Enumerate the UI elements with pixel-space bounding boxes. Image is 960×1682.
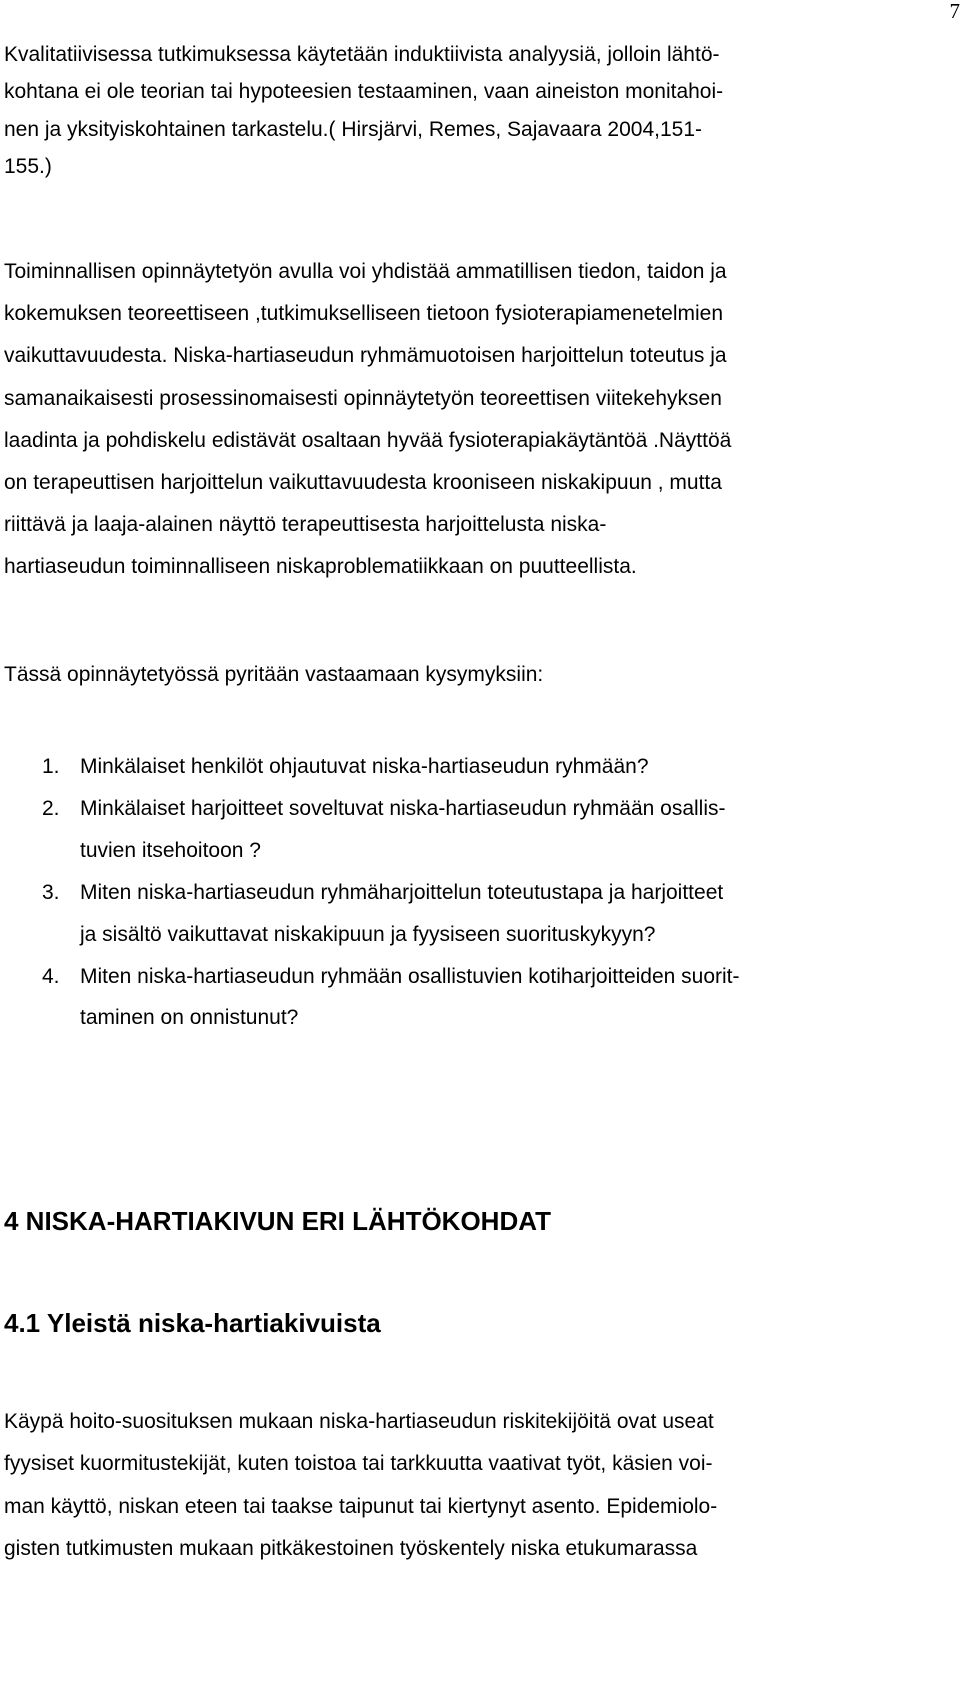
list-item (4, 872, 940, 956)
text-line: kohtana ei ole teorian tai hypoteesien testaaminen, vaan aineiston monitahoi- (4, 80, 724, 104)
text-line: 155.) (4, 154, 52, 178)
question-line: Minkälaiset henkilöt ohjautuvat niska-hartiaseudun ryhmään? (80, 755, 649, 778)
text-line: Kvalitatiivisessa tutkimuksessa käytetään induktiivista analyysiä, jolloin lähtö- (4, 43, 720, 66)
question-line: ja sisältö vaikuttavat niskakipuun ja fyysiseen suorituskykyyn? (80, 922, 656, 946)
list-item (4, 746, 940, 788)
text-line: on terapeuttisen harjoittelun vaikuttavuudesta krooniseen niskakipuun , mutta (4, 471, 722, 495)
list-item (4, 788, 940, 872)
list-number: 3. (42, 880, 60, 904)
question-line: Miten niska-hartiaseudun ryhmäharjoittelun toteutustapa ja harjoitteet (80, 880, 724, 904)
section-heading: 4.1 Yleistä niska-hartiakivuista (4, 1308, 381, 1338)
text-line: Toiminnallisen opinnäytetyön avulla voi yhdistää ammatillisen tiedon, taidon ja (4, 260, 727, 283)
list-number: 1. (42, 755, 60, 778)
text-line: Käypä hoito-suosituksen mukaan niska-hartiaseudun riskitekijöitä ovat useat (4, 1410, 714, 1433)
text-line: nen ja yksityiskohtainen tarkastelu.( Hirsjärvi, Remes, Sajavaara 2004,151- (4, 117, 702, 141)
page-number: 7 (949, 0, 960, 23)
chapter-heading: 4 NISKA-HARTIAKIVUN ERI LÄHTÖKOHDAT (4, 1206, 551, 1236)
research-questions-list (4, 746, 940, 1039)
research-questions-intro: Tässä opinnäytetyössä pyritään vastaamaan kysymyksiin: (4, 663, 544, 686)
list-number: 4. (42, 964, 60, 988)
paragraph-functional-thesis (4, 251, 940, 589)
text-line: vaikuttavuudesta. Niska-hartiaseudun ryhmämuotoisen harjoittelun toteutus ja (4, 344, 727, 368)
text-line: man käyttö, niskan eteen tai taakse taipunut tai kiertynyt asento. Epidemiolo- (4, 1494, 718, 1518)
text-line: gisten tutkimusten mukaan pitkäkestoinen työskentely niska etukumarassa (4, 1536, 698, 1560)
text-line: kokemuksen teoreettiseen ,tutkimukselliseen tietoon fysioterapiamenetelmien (4, 302, 724, 326)
question-line: taminen on onnistunut? (80, 1006, 299, 1030)
paragraph-qualitative-research (4, 36, 940, 185)
text-line: samanaikaisesti prosessinomaisesti opinnäytetyön teoreettisen viitekehyksen (4, 386, 722, 410)
question-line: Minkälaiset harjoitteet soveltuvat niska-hartiaseudun ryhmään osallis- (80, 796, 726, 820)
paragraph-risk-factors (4, 1401, 940, 1570)
list-number: 2. (42, 796, 60, 820)
text-line: fyysiset kuormitustekijät, kuten toistoa tai tarkkuutta vaativat työt, käsien voi- (4, 1452, 713, 1476)
text-line: hartiaseudun toiminnalliseen niskaproblematiikkaan on puutteellista. (4, 555, 637, 579)
list-item (4, 956, 940, 1040)
question-line: Miten niska-hartiaseudun ryhmään osallistuvien kotiharjoitteiden suorit- (80, 964, 740, 988)
text-line: laadinta ja pohdiskelu edistävät osaltaan hyvää fysioterapiakäytäntöä .Näyttöä (4, 428, 732, 452)
text-line: riittävä ja laaja-alainen näyttö terapeuttisesta harjoittelusta niska- (4, 513, 607, 537)
question-line: tuvien itsehoitoon ? (80, 838, 261, 862)
